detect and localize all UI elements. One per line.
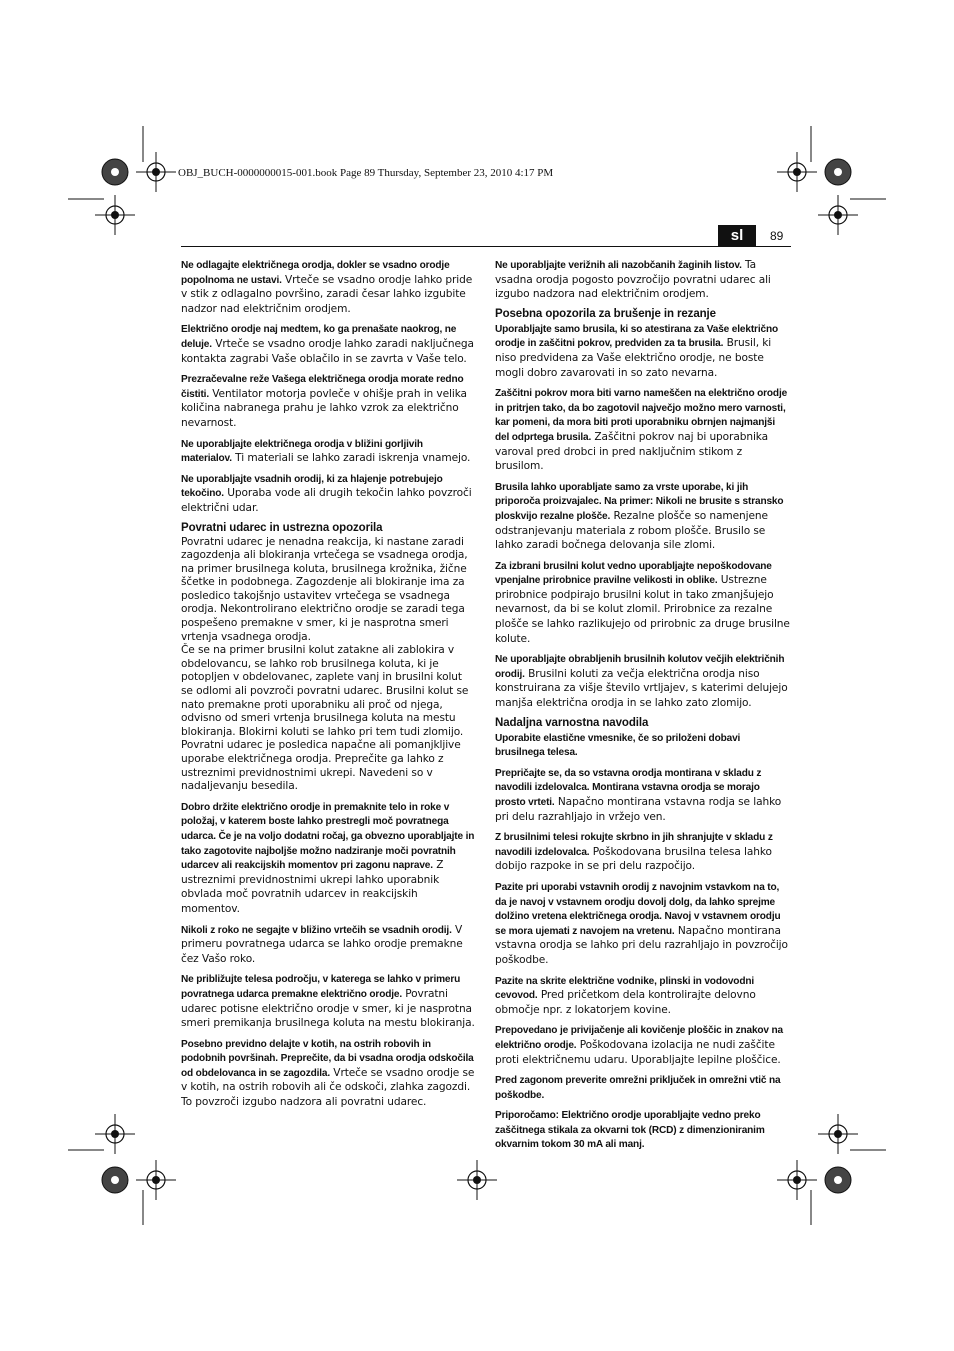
section-heading: Nadaljna varnostna navodila [495,716,649,729]
registration-mark-bottom-left [102,1160,176,1225]
language-tab: sl [718,225,756,246]
header-rule [181,246,791,247]
paragraph: Pazite pri uporabi vstavnih orodij z navojnim vstavkom na to, da je navoj v vstavnem orodju dovolj dolg, da lahko sprejme dolžino vretena električnega orodja. Navoj v vstavnem orodju se mora ujemati z navojem na vretenu. Napačno montirana vstavna orodja se lahko pri delu razrahljajo in povzročijo poškodbe. [495,881,788,966]
paragraph: Ne uporabljajte vsadnih orodij, ki za hlajenje potrebujejo tekočino. Uporaba vode ali drugih tekočin lahko povzroči električni udar. [181,473,472,514]
left-column [181,258,476,1116]
page-number: 89 [770,229,784,243]
paragraph: Ne uporabljajte obrabljenih brusilnih kolutov večjih električnih orodij. Brusilni koluti za večja električna orodja niso konstruirana za višje število vrtljajev, s katerimi delujejo manjša električna orodja in se lahko zato zlomijo. [495,654,788,710]
paragraph: Za izbrani brusilni kolut vedno uporabljajte nepoškodovane vpenjalne prirobnice pravilne velikosti in oblike. Ustrezne prirobnice podpirajo brusilni kolut in tako zmanjšujejo nevarnost, da bi se kolut zlomil. Prirobnice za rezalne plošče se lahko razlikujejo od prirobnic za druge brusilne kolute. [495,560,790,645]
paragraph: Priporočamo: Električno orodje uporabljajte vedno preko zaščitnega stikala za okvarni tok (RCD) z dimenzioniranim okvarnim tokom 30 mA ali manj. [495,1110,765,1151]
registration-mark-bottom-right [777,1160,851,1225]
paragraph: Povratni udarec je nenadna reakcija, ki nastane zaradi zagozdenja ali blokiranja vrtečega se vsadnega orodja, na primer brusilnega koluta, brusilnega krožnika, žične ščetke in podobnega. Zagozdenje ali blokiranje ima za posledico takojšnjo ustavitev vrtečega se vsadnega orodja. Nekontrolirano električno orodje se zaradi tega pospešeno premakne v smer, ki je nasprotna smeri vrtenja vsadnega orodja. [181,535,468,643]
registration-mark-mid-right [818,1114,886,1154]
paragraph: Električno orodje naj medtem, ko ga prenašate naokrog, ne deluje. Vrteče se vsadno orodje lahko zaradi naključnega kontakta zagrabi Vaše oblačilo in se zavrta v Vaše telo. [181,324,474,365]
section-heading: Povratni udarec in ustrezna opozorila [181,521,383,534]
paragraph: Brusila lahko uporabljate samo za vrste uporabe, ki jih priporoča proizvajalec. Na primer: Nikoli ne brusite s stransko ploskvijo rezalne plošče. Rezalne plošče so namenjene odstranjevanju materiala z robom plošče. Brusilo se lahko zaradi bočnega delovanja sile zlomi. [495,481,784,552]
registration-mark-mid-left [68,1114,135,1154]
paragraph: Z brusilnimi telesi rokujte skrbno in jih shranjujte v skladu z navodili izdelovalca. Poškodovana brusilna telesa lahko dobijo razpoke in se pri delu razpočijo. [495,832,773,873]
registration-mark-top-right [777,126,886,235]
paragraph: Zaščitni pokrov mora biti varno nameščen na električno orodje in pritrjen tako, da bo zagotovil največjo možno mero varnosti, kar pomeni, da mora biti proti uporabniku obrnjen najmanjši del odprtega brusila. Zaščitni pokrov naj bi uporabnika varoval pred drobci in pred naključnim stikom z brusilom. [495,388,788,473]
paragraph: Prepovedano je privijačenje ali kovičenje ploščic in znakov na električno orodje. Poškodovana izolacija ne nudi zaščite proti električnemu udaru. Uporabljajte lepilne ploščice. [495,1025,784,1066]
paragraph: Ne uporabljajte verižnih ali nazobčanih žaginih listov. Ta vsadna orodja pogosto povzročijo povratni udarec ali izgubo nadzora nad električnim orodjem. [495,259,771,301]
paragraph: Pred zagonom preverite omrežni priključek in omrežni vtič na poškodbe. [495,1075,781,1101]
registration-mark-bottom-center [457,1160,497,1200]
paragraph: Pazite na skrite električne vodnike, plinski in vodovodni cevovod. Pred pričetkom dela kontrolirajte delovno območje npr. z lokatorjem kovine. [495,975,756,1016]
paragraph: Uporabljajte samo brusila, ki so atestirana za Vaše električno orodje in zaščitni pokrov, predviden za ta brusila. Brusil, ki niso predvidena za Vaše električno orodje, ne boste mogli dobro zavarovati in so zato nevarna. [495,323,778,379]
paragraph: Če se na primer brusilni kolut zatakne ali zablokira v obdelovancu, se lahko rob brusilnega koluta, ki je potopljen v obdelovanec, zaplete vanj in brusilni kolut se odlomi ali povzroči povratni udarec. Brusilni kolut se nato premakne proti uporabniku ali proč od njega, odvisno od smeri vrtenja brusilnega koluta na mestu blokiranja. Blokirni koluti se lahko pri tem tudi zlomijo. [181,644,469,738]
paragraph: Ne odlagajte električnega orodja, dokler se vsadno orodje popolnoma ne ustavi. Vrteče se vsadno orodje lahko pride v stik z odlagalno površino, zaradi česar lahko izgubite nadzor nad električnim orodjem. [181,260,473,315]
paragraph: Povratni udarec je posledica napačne ali pomanjkljive uporabe električnega orodja. Preprečite ga lahko z ustreznimi previdnostnimi ukrepi. Navedeni so v nadaljevanju besedila. [181,739,461,793]
paragraph: Ne približujte telesa področju, v katerega se lahko v primeru povratnega udarca premakne električno orodje. Povratni udarec potisne električno orodje v smer, ki je nasprotna smeri premikanja brusilnega koluta na mestu blokiranja. [181,974,475,1030]
paragraph: Uporabite elastične vmesnike, če so priloženi dobavi brusilnega telesa. [495,732,741,759]
paragraph: Posebno previdno delajte v kotih, na ostrih robovih in podobnih površinah. Preprečite, da bi vsadna orodja odskočila od obdelovanca in se zagozdila. Vrteče se vsadno orodje se v kotih, na ostrih robovih ali če odskoči, zlahka zagozdi. To povzroči izgubo nadzora ali povratni udarec. [181,1038,475,1109]
print-slug: OBJ_BUCH-0000000015-001.book Page 89 Thursday, September 23, 2010 4:17 PM [178,167,554,179]
paragraph: Prezračevalne reže Vašega električnega orodja morate redno čistiti. Ventilator motorja povleče v ohišje prah in velika količina nabranega prahu je lahko vzrok za električno nevarnost. [181,374,467,429]
registration-mark-top-left [68,126,176,235]
paragraph: Prepričajte se, da so vstavna orodja montirana v skladu z navodili izdelovalca. Montirana vstavna orodja se morajo prosto vrteti. Napačno montirana vstavna rodja se lahko pri delu razrahljajo in vržejo ven. [495,767,782,823]
paragraph: Nikoli z roko ne segajte v bližino vrtečih se vsadnih orodij. V primeru povratnega udarca se lahko orodje premakne čez Vašo roko. [181,923,463,965]
paragraph: Dobro držite električno orodje in premaknite telo in roke v položaj, v katerem boste lahko prestregli moč povratnega udarca. Če je na voljo dodatni ročaj, ga obvezno uporabljajte in tako zagotovite najboljše možno nadziranje moči povratnih udarcev ali reakcijskih momentov pri zagonu naprave. Z ustreznimi previdnostnimi ukrepi lahko uporabnik obvlada moč povratnih udarcev in reakcijskih momentov. [181,801,475,915]
section-heading: Posebna opozorila za brušenje in rezanje [495,307,716,320]
right-column [495,258,791,1158]
paragraph: Ne uporabljajte električnega orodja v bližini gorljivih materialov. Ti materiali se lahko zaradi iskrenja vnamejo. [181,438,471,465]
